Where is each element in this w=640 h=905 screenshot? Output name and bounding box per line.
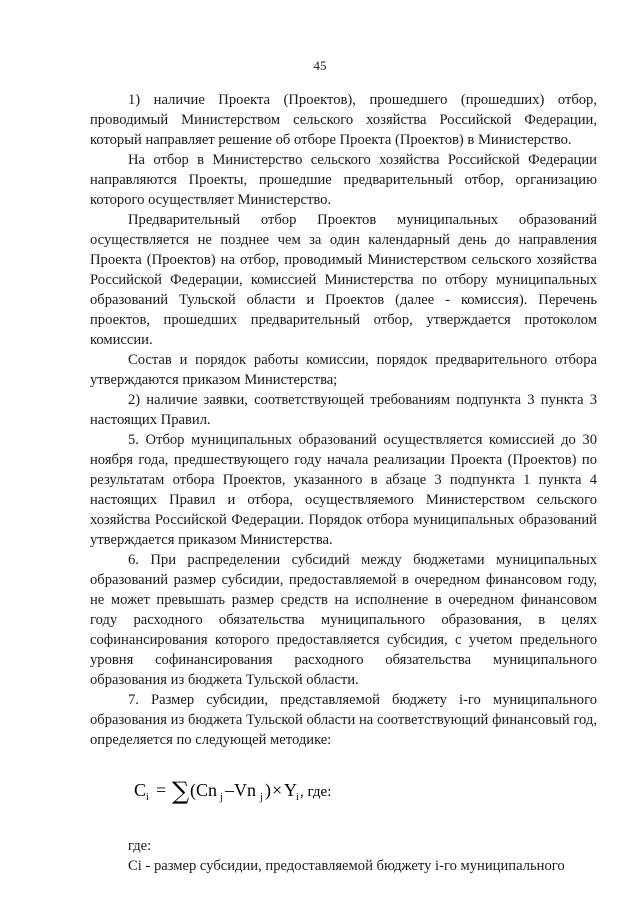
document-body [90,90,597,876]
formula-tail: , где: [300,784,332,800]
paragraph: 5. Отбор муниципальных образований осуществляется комиссией до 30 ноября года, предшествующего году начала реализации Проекта (Проектов) по результатам отбора Проектов, указанного в абзаце 3 подпункта 1 пункта 4 настоящих Правил и отбора, осуществляемого Министерством сельского хозяйства Российской Федерации. Порядок отбора муниципальных образований утверждается приказом Министерства. [90,432,597,548]
page-number: 45 [313,58,327,73]
formula-graphic [134,772,354,806]
formula-y: Y [284,780,297,800]
paragraph: Ci - размер субсидии, предоставляемой бюджету i-го муниципального [128,858,565,874]
paragraph: Состав и порядок работы комиссии, порядок предварительного отбора утверждаются приказом Министерства; [90,352,597,388]
formula-equals: = [156,780,167,800]
where-label: где: [128,838,152,854]
formula-sum-sign: ∑ [172,777,190,805]
formula-lhs: C [134,780,147,800]
formula-cn-subscript: j [220,792,223,803]
paragraph: Предварительный отбор Проектов муниципальных образований осуществляется не позднее чем за один календарный день до направления Проекта (Проектов) на отбор, проводимый Министерством сельского хозяйства Российской Федерации, комиссией Министерства по отбору муниципальных образований Тульской области и Проектов (далее - комиссия). Перечень проектов, прошедших предварительный отбор, утверждается протоколом комиссии. [90,212,597,348]
paragraph: На отбор в Министерство сельского хозяйства Российской Федерации направляются Проекты, прошедшие предварительный отбор, организацию которого осуществляет Министерство. [90,152,597,208]
paragraph: 2) наличие заявки, соответствующей требованиям подпункта 3 пункта 3 настоящих Правил. [90,392,597,428]
formula-times: × [272,780,283,800]
formula-vn: –Vn [225,780,256,800]
formula-vn-subscript: j [260,792,263,803]
formula-lhs-subscript: i [146,792,149,803]
paragraph: 1) наличие Проекта (Проектов), прошедшего (прошедших) отбор, проводимый Министерством сельского хозяйства Российской Федерации, который направляет решение об отборе Проекта (Проектов) в Министерство. [90,92,597,148]
paragraph: 7. Размер субсидии, представляемой бюджету i-го муниципального образования из бюджета Тульской области на соответствующий финансовый год, определяется по следующей методике: [90,692,597,748]
formula-close-paren: ) [265,780,271,800]
formula-cn: (Cn [190,780,217,800]
subsidy-formula [134,772,597,806]
paragraph: 6. При распределении субсидий между бюджетами муниципальных образований размер субсидии, предоставляемой в очередном финансовом году, не может превышать размер средств на исполнение в очередном финансовом году расходного обязательства муниципального образования, в целях софинансирования которого предоставляется субсидия, с учетом предельного уровня софинансирования расходного обязательства муниципального образования из бюджета Тульской области. [90,552,597,688]
formula-y-subscript: i [296,792,299,803]
